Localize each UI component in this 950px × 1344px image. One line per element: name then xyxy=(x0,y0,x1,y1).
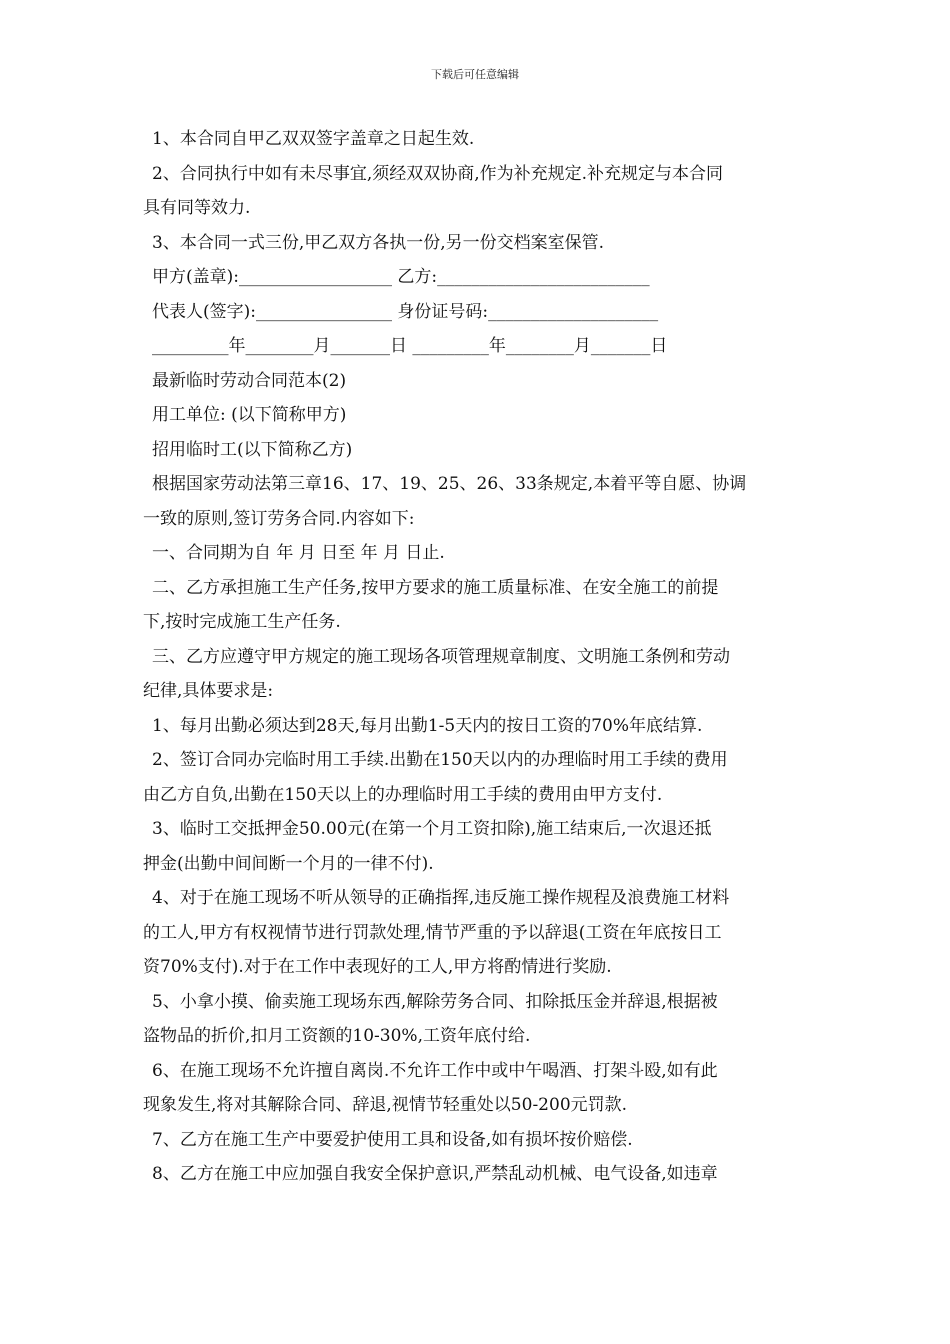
clause-line: 4、对于在施工现场不听从领导的正确指挥,违反施工操作规程及浪费施工材料 xyxy=(152,888,730,908)
clause-line-continued: 下,按时完成施工生产任务. xyxy=(143,612,341,632)
signature-date-line: _________年________月_______日 _________年________月_______日 xyxy=(152,336,668,356)
clause-line-continued: 由乙方自负,出勤在150天以上的办理临时用工手续的费用由甲方支付. xyxy=(143,784,663,805)
clause-line: 7、乙方在施工生产中要爱护使用工具和设备,如有损坏按价赔偿. xyxy=(152,1129,633,1150)
clause-line: 5、小拿小摸、偷卖施工现场东西,解除劳务合同、扣除抵压金并辞退,根据被 xyxy=(152,991,718,1012)
clause-line-continued: 押金(出勤中间间断一个月的一律不付). xyxy=(143,853,434,874)
clause-line: 2、合同执行中如有未尽事宜,须经双双协商,作为补充规定.补充规定与本合同 xyxy=(152,163,724,184)
clause-line-continued: 资70%支付).对于在工作中表现好的工人,甲方将酌情进行奖励. xyxy=(143,957,612,977)
employer-line: 用工单位: (以下简称甲方) xyxy=(152,405,347,425)
section-title: 最新临时劳动合同范本(2) xyxy=(152,370,347,391)
clause-line-continued: 纪律,具体要求是: xyxy=(143,681,274,701)
signature-representative-line: 代表人(签字):________________ 身份证号码:____________________ xyxy=(152,301,659,322)
clause-line: 1、本合同自甲乙双双签字盖章之日起生效. xyxy=(152,129,475,149)
clause-line: 一、合同期为自 年 月 日至 年 月 日止. xyxy=(152,543,445,563)
clause-line: 2、签订合同办完临时用工手续.出勤在150天以内的办理临时用工手续的费用 xyxy=(152,750,728,770)
clause-line-continued: 具有同等效力. xyxy=(143,198,251,218)
clause-line: 二、乙方承担施工生产任务,按甲方要求的施工质量标准、在安全施工的前提 xyxy=(152,577,719,598)
clause-line: 3、本合同一式三份,甲乙双方各执一份,另一份交档案室保管. xyxy=(152,232,605,253)
clause-line: 8、乙方在施工中应加强自我安全保护意识,严禁乱动机械、电气设备,如违章 xyxy=(152,1164,718,1184)
clause-line: 1、每月出勤必须达到28天,每月出勤1-5天内的按日工资的70%年底结算. xyxy=(152,715,703,736)
clause-line: 3、临时工交抵押金50.00元(在第一个月工资扣除),施工结束后,一次退还抵 xyxy=(152,819,712,839)
clause-line-continued: 的工人,甲方有权视情节进行罚款处理,情节严重的予以辞退(工资在年底按日工 xyxy=(143,922,722,943)
clause-line-continued: 现象发生,将对其解除合同、辞退,视情节轻重处以50-200元罚款. xyxy=(143,1095,628,1115)
clause-line: 根据国家劳动法第三章16、17、19、25、26、33条规定,本着平等自愿、协调 xyxy=(152,474,747,494)
clause-line: 三、乙方应遵守甲方规定的施工现场各项管理规章制度、文明施工条例和劳动 xyxy=(152,646,730,667)
employee-line: 招用临时工(以下简称乙方) xyxy=(152,439,353,460)
signature-party-line: 甲方(盖章):__________________ 乙方:_________________________ xyxy=(152,267,650,287)
clause-line-continued: 盗物品的折价,扣月工资额的10-30%,工资年底付给. xyxy=(143,1026,531,1046)
contract-body xyxy=(143,122,808,1192)
clause-line: 6、在施工现场不允许擅自离岗.不允许工作中或中午喝酒、打架斗殴,如有此 xyxy=(152,1060,718,1081)
page-header-note: 下载后可任意编辑 xyxy=(431,68,519,81)
clause-line-continued: 一致的原则,签订劳务合同.内容如下: xyxy=(143,508,415,529)
